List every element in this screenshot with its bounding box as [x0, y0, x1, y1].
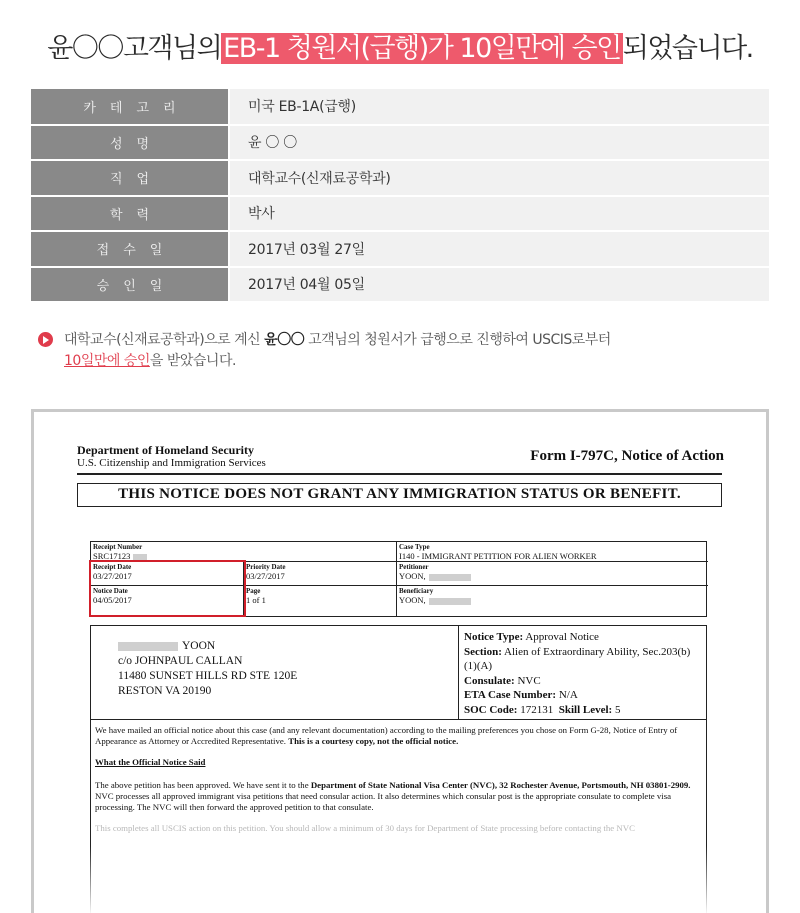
cell-priority-date	[244, 562, 397, 586]
notice-value: Alien of Extraordinary Ability, Sec.203(b)(1)(A)	[464, 645, 691, 672]
cell-label: Receipt Number	[93, 543, 143, 551]
address-line: c/o JOHNPAUL CALLAN	[118, 655, 243, 667]
doc-address-block	[90, 625, 707, 720]
doc-divider	[77, 473, 722, 475]
info-value: 2017년 04월 05일	[229, 267, 769, 303]
doc-paragraph	[95, 780, 702, 813]
info-label: 학력	[31, 196, 229, 232]
info-label: 성명	[31, 125, 229, 161]
notice-document-image	[31, 409, 769, 913]
headline-highlight: EB-1 청원서(급행)가 10일만에 승인	[223, 33, 621, 64]
info-value: 박사	[229, 196, 769, 232]
info-value: 2017년 03월 27일	[229, 231, 769, 267]
page-headline	[0, 26, 800, 65]
notice-value: Approval Notice	[525, 631, 599, 643]
cell-label: Notice Date	[93, 587, 128, 595]
mailing-address	[118, 639, 297, 699]
doc-form-title: Form I-797C, Notice of Action	[530, 448, 724, 464]
headline-suffix: 되었습니다.	[622, 33, 753, 64]
info-row-approval-date	[31, 267, 769, 303]
notice-label: ETA Case Number:	[464, 689, 557, 701]
notice-value: NVC	[517, 674, 541, 687]
cell-page	[244, 586, 397, 616]
note-text	[38, 330, 758, 372]
highlight-box-dates	[89, 560, 246, 617]
notice-summary	[458, 626, 708, 719]
doc-paragraph-faded: This completes all USCIS action on this petition. You should allow a minimum of 30 days for Department of State processing before contacting the NVC	[95, 823, 635, 833]
doc-section-heading: What the Official Notice Said	[95, 757, 206, 767]
doc-text-bold: This is a courtesy copy, not the official notice.	[288, 736, 459, 746]
cell-case-type	[397, 542, 708, 562]
info-row-education	[31, 196, 769, 232]
cell-label: Priority Date	[246, 563, 286, 571]
cell-beneficiary	[397, 586, 708, 616]
address-line: RESTON VA 20190	[118, 685, 212, 697]
doc-fade-overlay	[34, 846, 769, 913]
info-value: 미국 EB-1A(급행)	[229, 89, 769, 125]
info-value: 윤 〇 〇	[229, 125, 769, 161]
redacted-mark	[429, 598, 471, 605]
cell-value: YOON,	[399, 571, 426, 581]
cell-label: Case Type	[399, 543, 430, 551]
notice-value: N/A	[558, 689, 578, 701]
cell-value: 1 of 1	[246, 595, 266, 605]
info-value: 대학교수(신재료공학과)	[229, 160, 769, 196]
doc-text: NVC processes all approved immigrant visa petitions that need consular action. It also determines which consular post is the appropriate consulate to complete visa processing. The NVC will then forward the approved petition to that consulate.	[95, 791, 672, 812]
address-line: YOON	[182, 640, 216, 652]
info-label: 카테고리	[31, 89, 229, 125]
cell-value: 03/27/2017	[93, 571, 132, 581]
cell-petitioner	[397, 562, 708, 586]
notice-value: 5	[614, 703, 621, 716]
info-label: 직업	[31, 160, 229, 196]
doc-text-bold: Department of State National Visa Center (NVC), 32 Rochester Avenue, Portsmouth, NH 03801-2909.	[310, 780, 691, 790]
i797c-notice	[34, 412, 769, 913]
doc-sub-agency: U.S. Citizenship and Immigration Services	[77, 457, 266, 469]
notice-value: 172131	[520, 703, 554, 716]
cell-value: SRC17123	[93, 551, 131, 561]
cell-receipt-number	[91, 542, 397, 562]
summary-note	[38, 330, 758, 372]
headline-prefix: 윤〇〇고객님의	[47, 33, 222, 64]
cell-value: I140 - IMMIGRANT PETITION FOR ALIEN WORKER	[399, 551, 597, 561]
note-part: 을 받았습니다.	[149, 353, 236, 369]
info-row-occupation	[31, 160, 769, 196]
cell-label: Petitioner	[399, 563, 429, 571]
notice-label: Section:	[464, 645, 502, 658]
info-label: 승인일	[31, 267, 229, 303]
cell-label: Page	[246, 587, 261, 595]
cell-label: Beneficiary	[399, 587, 434, 595]
redacted-mark	[118, 642, 178, 651]
notice-label: Consulate:	[464, 674, 515, 687]
info-row-category	[31, 89, 769, 125]
doc-text: The above petition has been approved. We have sent it to the	[95, 780, 309, 790]
note-part: 대학교수(신재료공학과)으로 계신	[64, 332, 265, 348]
redacted-mark	[429, 574, 471, 581]
doc-case-grid	[90, 541, 707, 617]
cell-value: 04/05/2017	[93, 595, 132, 605]
doc-text: We have mailed an official notice about this case (and any relevant documentation) according to the mailing preferences you chose on Form G-28, Notice of Entry of Appearance as Attorney or Accredited Representative.	[95, 725, 678, 746]
doc-agency: Department of Homeland Security	[77, 443, 254, 457]
info-row-name	[31, 125, 769, 161]
doc-banner: THIS NOTICE DOES NOT GRANT ANY IMMIGRATION STATUS OR BENEFIT.	[77, 483, 722, 507]
client-name: 윤〇〇	[264, 332, 305, 348]
cell-label: Receipt Date	[93, 563, 132, 571]
doc-paragraph	[95, 725, 702, 747]
notice-label: Notice Type:	[464, 631, 524, 643]
info-row-receipt-date	[31, 231, 769, 267]
case-info-table	[31, 89, 769, 303]
address-line: 11480 SUNSET HILLS RD STE 120E	[118, 670, 298, 682]
cell-value: 03/27/2017	[246, 571, 285, 581]
arrow-bullet-icon	[38, 332, 53, 347]
info-label: 접수일	[31, 231, 229, 267]
cell-value: YOON,	[399, 595, 426, 605]
notice-label: Skill Level:	[558, 703, 613, 716]
notice-label: SOC Code:	[464, 703, 518, 716]
note-part: 고객님의 청원서가 급행으로 진행하여 USCIS로부터	[304, 332, 611, 348]
note-highlight: 10일만에 승인	[64, 353, 150, 369]
